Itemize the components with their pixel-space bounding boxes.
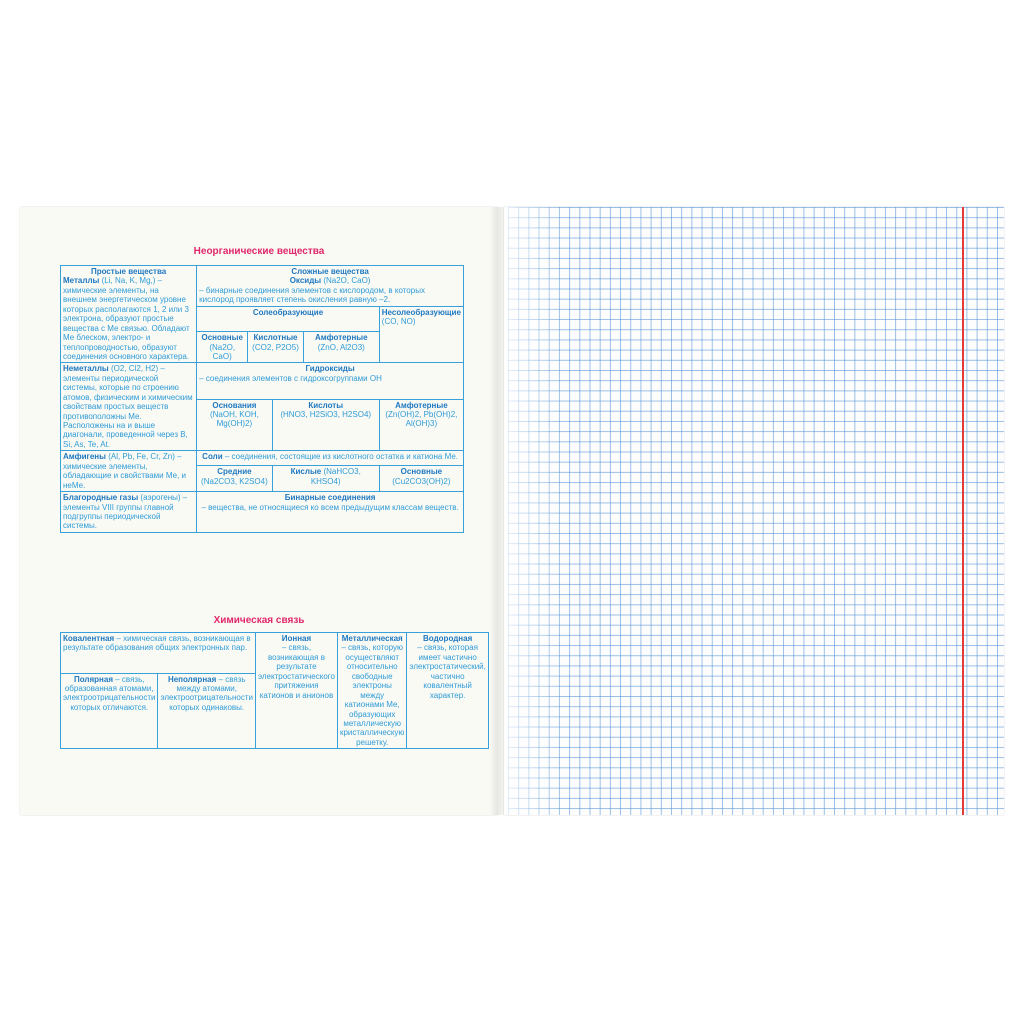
title-bond: Химическая связь [213,615,305,626]
noble-gases-text: (аэрогены) – элементы VIII группы главной подгруппы периодической системы. [63,493,188,531]
inorganic-table [60,265,464,533]
acid-salts-formula: (NaHCO3, KHSO4) [310,467,361,486]
basic-salts-cell [379,466,463,492]
amph-oxides-formula: (ZnO, Al2O3) [317,342,365,352]
ionic-name: Ионная [281,634,312,643]
right-page [504,207,1004,815]
basic-oxides: Основные [201,333,243,343]
hydrogen-cell [407,633,488,749]
hydroxides-cell [197,363,464,399]
non-salt-forming-cell [379,306,463,363]
bases: Основания [212,400,257,410]
binary-cell [197,492,464,533]
polar-cell [61,673,158,749]
oxides-name: Оксиды [289,276,322,286]
binary-name: Бинарные соединения [284,493,376,503]
polar-text: – связь, образованная атомами, электроотрицательности которых отличаются. [63,674,156,712]
page-gutter [490,207,504,815]
noble-gases-cell [61,492,197,533]
medium-salts: Средние [217,467,252,477]
acid-salts: Кислые [290,467,322,477]
hydrogen-text: – связь, которая имеет частично электростатический, частично ковалентный характер. [409,643,486,700]
gutter-shadow [504,207,564,815]
metals-name: Металлы [63,276,100,286]
amph-hydroxides-formula: (Zn(OH)2, Pb(OH)2, Al(OH)3) [385,409,458,429]
acids: Кислоты [308,400,344,410]
amphigens-text: (Al, Pb, Fe, Cr, Zn) – химические элементы, обладающие и свойствами Ме, и неМе. [63,452,186,490]
title-inorganic: Неорганические вещества [193,246,325,257]
basic-salts-formula: (Cu2CO3(OH)2) [392,476,451,486]
oxides-formula: (Na2O, CaO) [323,276,371,286]
red-margin-line [962,207,964,815]
bases-cell [197,399,272,451]
nonpolar-cell [158,673,255,749]
medium-salts-formula: (Na2CO3, K2SO4) [201,476,268,486]
basic-salts: Основные [400,467,443,477]
ionic-cell [255,633,337,749]
covalent-cell [61,633,256,674]
left-page [20,207,498,815]
salt-forming: Солеобразующие [197,306,380,331]
salts-name: Соли [202,452,223,462]
covalent-text: – химическая связь, возникающая в результате образования общих электронных пар. [63,634,251,653]
basic-oxides-cell [197,332,248,363]
amph-hydroxides: Амфотерные [395,400,448,410]
non-salt-forming: Несолеобразующие [381,307,461,317]
hydroxides-name: Гидроксиды [305,364,355,374]
hydrogen-name: Водородная [423,634,473,643]
salts-text: – соединения, состоящие из кислотного остатка и катиона Ме. [224,452,458,462]
amph-oxides: Амфотерные [315,333,368,343]
bond-table [60,632,489,749]
acidic-oxides-cell [248,332,304,363]
acidic-oxides: Кислотные [253,333,298,343]
medium-salts-cell [197,466,272,492]
oxides-text: – бинарные соединения элементов с кислородом, в которых кислород проявляет степень окисления равную –2. [199,285,425,305]
oxides-cell [197,266,464,307]
non-salt-forming-formula: (CO, NO) [381,317,416,327]
ionic-text: – связь, возникающая в результате электростатического притяжения катионов и анионов [257,643,335,700]
noble-gases-name: Благородные газы [63,493,139,503]
metallic-name: Металлическая [341,634,403,643]
acids-formula: (HNO3, H2SiO3, H2SO4) [280,409,372,419]
complex-header: Сложные вещества [291,267,369,276]
basic-oxides-formula: (Na2O, CaO) [209,342,236,361]
polar-name: Полярная [73,674,114,684]
simple-header: Простые вещества [90,267,167,276]
bases-formula: (NaOH, KOH, Mg(OH)2) [209,409,259,429]
nonmetals-cell [61,363,197,451]
nonpolar-name: Неполярная [167,674,217,684]
acids-cell [272,399,379,451]
covalent-name: Ковалентная [63,634,115,643]
amphigens-name: Амфигены [63,452,106,462]
salts-cell [197,451,464,466]
binary-text: – вещества, не относящиеся ко всем предыдущим классам веществ. [201,502,459,512]
acidic-oxides-formula: (CO2, P2O5) [252,342,299,352]
nonpolar-text: – связь между атомами, электроотрицательности которых одинаковы. [160,674,253,712]
acid-salts-cell [272,466,379,492]
amph-oxides-cell [303,332,379,363]
metals-text: (Li, Na, K, Mg,) – химические элементы, на внешнем энергетическом уровне которых располагаются 1, 2 или 3 электрона, образуют простые вещества с Ме связью. Обладают Ме блеском, электро- и теплопроводностью, образуют соединения основного характера. [63,276,190,361]
amphigens-cell [61,451,197,492]
nonmetals-name: Неметаллы [63,364,109,374]
notebook-spread [20,207,1004,815]
metals-cell [61,266,197,363]
square-grid [508,207,1004,815]
metallic-text: – связь, которую осуществляют относительно свободные электроны между катионами Ме, образующих металлическую кристаллическую решетку. [339,643,405,747]
metallic-cell [337,633,406,749]
nonmetals-text: (O2, Cl2, H2) – элементы периодической системы, которые по строению атомов, физическим и химическим свойствам простых веществ противоположны Ме. Расположены на и выше диагонали, проведенной через B, Si, As, Te, At. [63,364,193,449]
amph-hydroxides-cell [379,399,463,451]
hydroxides-text: – соединения элементов с гидроксогруппами OH [199,373,382,383]
